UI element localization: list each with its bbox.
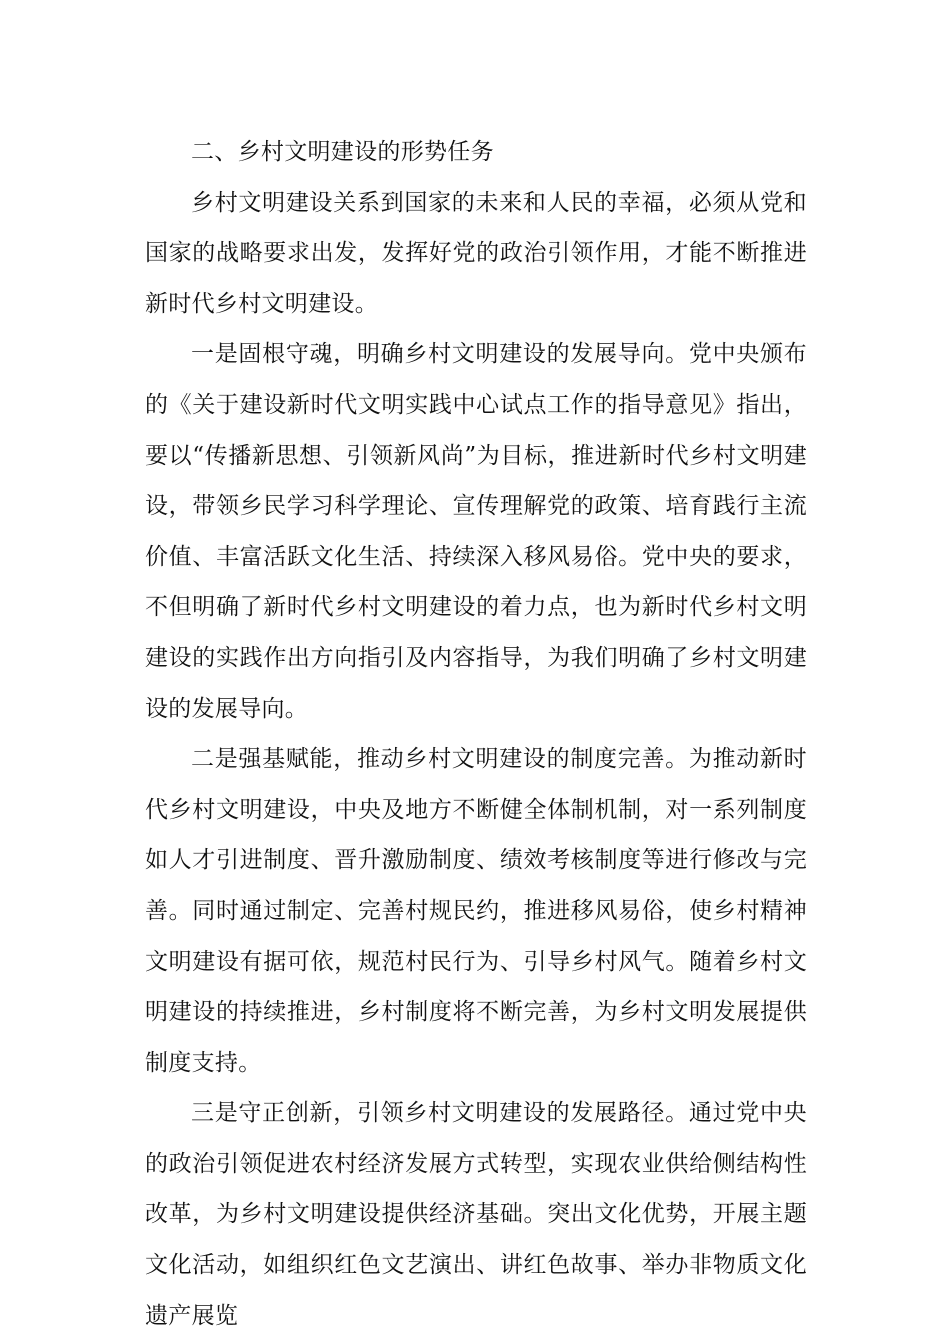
paragraph-point-three: 三是守正创新，引领乡村文明建设的发展路径。通过党中央的政治引领促进农村经济发展方式转型，实现农业供给侧结构性改革，为乡村文明建设提供经济基础。突出文化优势，开展主题文化活动，如组织红色文艺演出、讲红色故事、举办非物质文化遗产展览 (145, 1100, 807, 1329)
paragraph-point-two: 二是强基赋能，推动乡村文明建设的制度完善。为推动新时代乡村文明建设，中央及地方不断健全体制机制，对一系列制度如人才引进制度、晋升激励制度、绩效考核制度等进行修改与完善。同时通过制定、完善村规民约，推进移风易俗，使乡村精神文明建设有据可依，规范村民行为、引导乡村风气。随着乡村文明建设的持续推进，乡村制度将不断完善，为乡村文明发展提供制度支持。 (145, 746, 807, 1076)
section-heading: 二、乡村文明建设的形势任务 (191, 139, 494, 165)
paragraph-intro: 乡村文明建设关系到国家的未来和人民的幸福，必须从党和国家的战略要求出发，发挥好党的政治引领作用，才能不断推进新时代乡村文明建设。 (145, 189, 807, 317)
paragraph-point-one: 一是固根守魂，明确乡村文明建设的发展导向。党中央颁布的《关于建设新时代文明实践中心试点工作的指导意见》指出，要以“传播新思想、引领新风尚”为目标，推进新时代乡村文明建设，带领乡民学习科学理论、宣传理解党的政策、培育践行主流价值、丰富活跃文化生活、持续深入移风易俗。党中央的要求，不但明确了新时代乡村文明建设的着力点，也为新时代乡村文明建设的实践作出方向指引及内容指导，为我们明确了乡村文明建设的发展导向。 (145, 341, 807, 722)
document-body (145, 127, 807, 1341)
